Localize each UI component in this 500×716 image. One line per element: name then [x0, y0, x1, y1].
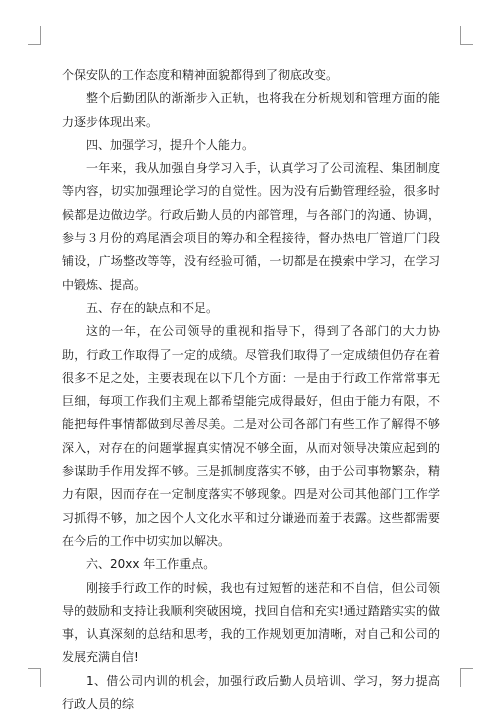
section-heading-6: 六、20xx 年工作重点。	[86, 557, 216, 572]
paragraph-logistics-team: 整个后勤团队的渐渐步入正轨，也将我在分析规划和管理方面的能力逐步体现出来。	[62, 91, 440, 129]
paragraph-continuation: 个保安队的工作态度和精神面貌都得到了彻底改变。	[62, 68, 339, 82]
crop-mark-bottom-left	[28, 668, 41, 687]
section-heading-5: 五、存在的缺点和不足。	[86, 300, 219, 315]
crop-mark-top-left	[28, 26, 41, 45]
crop-mark-top-right	[460, 26, 473, 45]
paragraph-learning: 一年来，我从加强自身学习入手，认真学习了公司流程、集团制度等内容，切实加强理论学习的自觉性。因为没有后勤管理经验，很多时候都是边做边学。行政后勤人员的内部管理，与各部门的沟通、协调，参与３月份的鸡尾酒会项目的筹办和全程接待，督办热电厂管道厂门段铺设，广场整改等等，没有经验可循，一切都是在摸索中学习，在学习中锻炼、提高。	[62, 161, 440, 292]
document-body	[62, 64, 440, 716]
section-heading-4: 四、加强学习，提升个人能力。	[86, 137, 255, 152]
crop-mark-bottom-right	[460, 668, 473, 687]
paragraph-item-1: 1、借公司内训的机会，加强行政后勤人员培训、学习，努力提高行政人员的综	[62, 673, 440, 712]
paragraph-confidence: 刚接手行政工作的时候，我也有过短暂的迷茫和不自信，但公司领导的鼓励和支持让我顺利突破困境，找回自信和充实!通过踏踏实实的做事，认真深刻的总结和思考，我的工作规划更加清晰，对自己和公司的发展充满自信!	[62, 580, 440, 665]
paragraph-shortcomings: 这的一年，在公司领导的重视和指导下，得到了各部门的大力协助，行政工作取得了一定的成绩。尽管我们取得了一定成绩但仍存在着很多不足之处，主要表现在以下几个方面：一是由于行政工作常常事无巨细，每项工作我们主观上都希望能完成得最好，但由于能力有限，不能把每件事情都做到尽善尽美。二是对公司各部门有些工作了解得不够深入，对存在的问题掌握真实情况不够全面，从而对领导决策应起到的参谋助手作用发挥不够。三是抓制度落实不够，由于公司事物繁杂，精力有限，因而存在一定制度落实不够现象。四是对公司其他部门工作学习抓得不够，加之因个人文化水平和过分谦逊而羞于表露。这些都需要在今后的工作中切实加以解决。	[62, 324, 440, 548]
